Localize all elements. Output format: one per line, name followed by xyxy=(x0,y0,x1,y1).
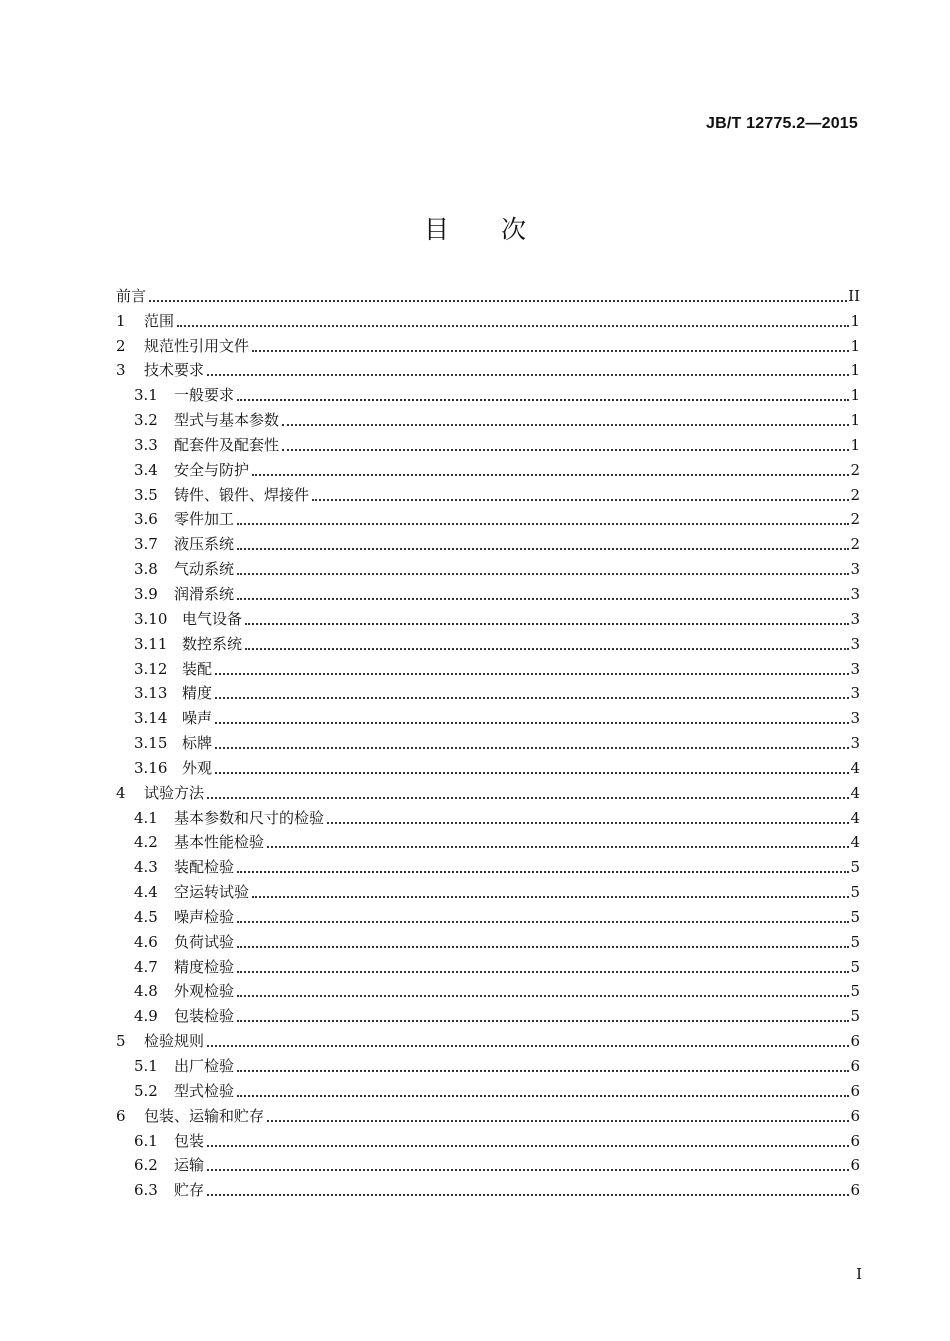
dot-leader xyxy=(237,399,849,401)
toc-entry-number: 3.13 xyxy=(134,684,168,703)
standard-code: JB/T 12775.2—2015 xyxy=(706,115,858,132)
toc-entry-number: 3.16 xyxy=(134,758,168,777)
dot-leader xyxy=(282,449,849,451)
toc-entry-page: II xyxy=(848,286,860,305)
toc-entry-page: 5 xyxy=(850,932,860,951)
toc-entry[interactable] xyxy=(116,802,860,827)
dot-leader xyxy=(237,598,849,600)
toc-entry-label: 规范性引用文件 xyxy=(144,336,250,355)
toc-entry[interactable] xyxy=(116,777,860,802)
toc-entry-label: 负荷试验 xyxy=(174,932,235,951)
toc-entry-number: 3.3 xyxy=(134,435,158,454)
toc-entry-label: 贮存 xyxy=(174,1181,205,1200)
toc-entry-page: 1 xyxy=(850,311,860,330)
page-title xyxy=(0,210,950,246)
toc-entry-label: 噪声 xyxy=(182,709,213,728)
toc-entry-number: 3.4 xyxy=(134,460,158,479)
toc-entry[interactable] xyxy=(116,827,860,852)
dot-leader xyxy=(207,1145,849,1147)
toc-entry-number: 4 xyxy=(116,783,126,802)
toc-entry[interactable] xyxy=(116,628,860,653)
toc-entry-label: 技术要求 xyxy=(144,361,205,380)
toc-entry-label: 标牌 xyxy=(182,734,213,753)
toc-entry-page: 2 xyxy=(850,535,860,554)
toc-entry[interactable] xyxy=(116,479,860,504)
toc-entry-label: 气动系统 xyxy=(174,560,235,579)
toc-entry-page: 2 xyxy=(850,510,860,529)
toc-entry-label: 一般要求 xyxy=(174,386,235,405)
toc-entry[interactable] xyxy=(116,1100,860,1125)
toc-entry[interactable] xyxy=(116,1125,860,1150)
dot-leader xyxy=(237,573,849,575)
toc-entry[interactable] xyxy=(116,578,860,603)
dot-leader xyxy=(237,1020,849,1022)
dot-leader xyxy=(207,374,849,376)
dot-leader xyxy=(207,797,849,799)
dot-leader xyxy=(215,673,849,675)
toc-entry-page: 3 xyxy=(850,684,860,703)
toc-entry[interactable] xyxy=(116,1025,860,1050)
toc-entry-number: 4.3 xyxy=(134,858,158,877)
dot-leader xyxy=(237,946,849,948)
dot-leader xyxy=(245,623,849,625)
toc-entry-label: 试验方法 xyxy=(144,783,205,802)
toc-entry-page: 3 xyxy=(850,734,860,753)
toc-entry-page: 3 xyxy=(850,659,860,678)
toc-entry-number: 3.8 xyxy=(134,560,158,579)
toc-entry-page: 5 xyxy=(850,858,860,877)
toc-entry-label: 液压系统 xyxy=(174,535,235,554)
toc-entry[interactable] xyxy=(116,404,860,429)
toc-entry-page: 6 xyxy=(850,1131,860,1150)
dot-leader xyxy=(237,523,849,525)
toc-entry[interactable] xyxy=(116,976,860,1001)
toc-entry[interactable] xyxy=(116,876,860,901)
toc-entry-page: 4 xyxy=(850,833,860,852)
toc-entry[interactable] xyxy=(116,702,860,727)
dot-leader xyxy=(312,499,849,501)
toc-entry-number: 3 xyxy=(116,361,126,380)
toc-entry[interactable] xyxy=(116,1000,860,1025)
toc-entry-label: 基本参数和尺寸的检验 xyxy=(174,808,325,827)
dot-leader xyxy=(149,300,847,302)
toc-entry-page: 1 xyxy=(850,336,860,355)
toc-entry-page: 5 xyxy=(850,907,860,926)
toc-entry-label: 安全与防护 xyxy=(174,460,250,479)
toc-entry-number: 3.7 xyxy=(134,535,158,554)
toc-entry[interactable] xyxy=(116,280,860,305)
toc-entry-page: 4 xyxy=(850,783,860,802)
dot-leader xyxy=(267,846,849,848)
toc-entry-page: 6 xyxy=(850,1081,860,1100)
toc-entry-label: 精度 xyxy=(182,684,213,703)
toc-entry-page: 6 xyxy=(850,1057,860,1075)
toc-entry-page: 6 xyxy=(850,1156,860,1175)
toc-entry[interactable] xyxy=(116,355,860,380)
toc-entry-label: 包装 xyxy=(174,1131,205,1150)
toc-entry[interactable] xyxy=(116,951,860,976)
toc-entry[interactable] xyxy=(116,454,860,479)
toc-entry-label: 前言 xyxy=(116,286,147,305)
dot-leader xyxy=(215,747,849,749)
dot-leader xyxy=(237,921,849,923)
toc-entry[interactable] xyxy=(116,926,860,951)
toc-entry-page: 3 xyxy=(850,709,860,728)
toc-entry[interactable] xyxy=(116,1150,860,1175)
toc-entry[interactable] xyxy=(116,653,860,678)
toc-entry-number: 3.14 xyxy=(134,709,168,728)
toc-entry-number: 4.4 xyxy=(134,883,158,902)
toc-entry-page: 5 xyxy=(850,1007,860,1026)
toc-entry-page: 4 xyxy=(850,758,860,777)
dot-leader xyxy=(252,350,849,352)
toc-entry-label: 空运转试验 xyxy=(174,883,250,902)
toc-entry-number: 6.2 xyxy=(134,1156,158,1175)
toc-entry-number: 2 xyxy=(116,336,126,355)
toc-entry-label: 基本性能检验 xyxy=(174,833,265,852)
toc-entry-label: 运输 xyxy=(174,1156,205,1175)
toc-entry-number: 3.12 xyxy=(134,659,168,678)
dot-leader xyxy=(237,1070,849,1072)
toc-entry-page: 1 xyxy=(850,411,860,430)
dot-leader xyxy=(177,325,849,327)
dot-leader xyxy=(237,971,849,973)
toc-entry-number: 3.15 xyxy=(134,734,168,753)
toc-entry-page: 1 xyxy=(850,386,860,405)
toc-entry-page: 6 xyxy=(850,1032,860,1051)
toc-entry-page: 3 xyxy=(850,634,860,653)
toc-entry-label: 电气设备 xyxy=(182,609,243,628)
dot-leader xyxy=(237,548,849,550)
toc-entry-number: 4.5 xyxy=(134,907,158,926)
toc-entry-number: 6.3 xyxy=(134,1181,158,1200)
dot-leader xyxy=(215,772,849,774)
dot-leader xyxy=(282,424,849,426)
toc-entry-number: 4.9 xyxy=(134,1007,158,1026)
toc-entry-number: 3.6 xyxy=(134,510,158,529)
toc-entry[interactable] xyxy=(116,1075,860,1100)
toc-entry-page: 3 xyxy=(850,584,860,603)
toc-entry-label: 装配 xyxy=(182,659,213,678)
toc-entry-number: 5 xyxy=(116,1032,126,1051)
toc-entry-label: 检验规则 xyxy=(144,1032,205,1051)
toc-entry[interactable] xyxy=(116,330,860,355)
toc-entry-label: 润滑系统 xyxy=(174,584,235,603)
toc-entry-label: 外观检验 xyxy=(174,982,235,1001)
toc-entry[interactable] xyxy=(116,727,860,752)
title-char-2: 次 xyxy=(501,215,527,244)
page-folio: I xyxy=(856,1265,862,1283)
toc-entry-label: 范围 xyxy=(144,311,175,330)
toc-entry-number: 1 xyxy=(116,311,126,330)
toc-entry-number: 5.1 xyxy=(134,1057,158,1075)
toc-entry-label: 数控系统 xyxy=(182,634,243,653)
toc-entry-number: 4.6 xyxy=(134,932,158,951)
toc-entry-page: 5 xyxy=(850,957,860,976)
toc-entry-number: 6 xyxy=(116,1106,126,1125)
toc-entry-label: 噪声检验 xyxy=(174,907,235,926)
dot-leader xyxy=(237,871,849,873)
dot-leader xyxy=(207,1045,849,1047)
toc-entry-label: 包装、运输和贮存 xyxy=(144,1106,265,1125)
toc-entry-number: 3.2 xyxy=(134,411,158,430)
dot-leader xyxy=(237,995,849,997)
toc-entry[interactable] xyxy=(116,553,860,578)
toc-entry-number: 4.8 xyxy=(134,982,158,1001)
toc-entry[interactable] xyxy=(116,528,860,553)
toc-entry-label: 型式与基本参数 xyxy=(174,411,280,430)
dot-leader xyxy=(237,1095,849,1097)
dot-leader xyxy=(245,648,849,650)
toc-entry-label: 装配检验 xyxy=(174,858,235,877)
toc-entry-label: 配套件及配套性 xyxy=(174,435,280,454)
dot-leader xyxy=(252,474,849,476)
toc-entry-number: 3.1 xyxy=(134,386,158,405)
toc-entry-number: 3.10 xyxy=(134,609,168,628)
toc-entry[interactable] xyxy=(116,752,860,777)
toc-entry-page: 5 xyxy=(850,982,860,1001)
toc-entry-label: 型式检验 xyxy=(174,1081,235,1100)
dot-leader xyxy=(215,697,849,699)
toc-entry-number: 5.2 xyxy=(134,1081,158,1100)
toc-entry-page: 5 xyxy=(850,883,860,902)
toc-entry-label: 精度检验 xyxy=(174,957,235,976)
toc-entry-page: 6 xyxy=(850,1181,860,1200)
toc-entry[interactable] xyxy=(116,678,860,703)
toc-entry-number: 3.5 xyxy=(134,485,158,504)
toc-entry[interactable] xyxy=(116,305,860,330)
toc-entry-page: 1 xyxy=(850,361,860,380)
toc-entry-number: 4.7 xyxy=(134,957,158,976)
toc-entry-number: 6.1 xyxy=(134,1131,158,1150)
toc-entry-number: 4.2 xyxy=(134,833,158,852)
dot-leader xyxy=(252,896,849,898)
toc-entry[interactable] xyxy=(116,379,860,404)
table-of-contents xyxy=(116,280,860,1199)
toc-entry[interactable] xyxy=(116,429,860,454)
toc-entry-label: 外观 xyxy=(182,758,213,777)
toc-entry-page: 2 xyxy=(850,485,860,504)
toc-entry-label: 出厂检验 xyxy=(174,1057,235,1075)
toc-entry-number: 3.11 xyxy=(134,634,168,653)
toc-entry-page: 3 xyxy=(850,560,860,579)
toc-entry-page: 4 xyxy=(850,808,860,827)
toc-entry-label: 铸件、锻件、焊接件 xyxy=(174,485,310,504)
toc-entry[interactable] xyxy=(116,901,860,926)
toc-entry-page: 3 xyxy=(850,609,860,628)
toc-entry-page: 1 xyxy=(850,435,860,454)
dot-leader xyxy=(267,1120,849,1122)
toc-entry-page: 2 xyxy=(850,460,860,479)
toc-entry-label: 包装检验 xyxy=(174,1007,235,1026)
toc-entry-page: 6 xyxy=(850,1106,860,1125)
toc-entry[interactable] xyxy=(116,603,860,628)
dot-leader xyxy=(207,1194,849,1196)
toc-entry[interactable] xyxy=(116,504,860,529)
toc-entry[interactable] xyxy=(116,851,860,876)
toc-entry[interactable] xyxy=(116,1050,860,1075)
toc-entry[interactable] xyxy=(116,1174,860,1199)
toc-entry-number: 3.9 xyxy=(134,584,158,603)
toc-entry-number: 4.1 xyxy=(134,808,158,827)
dot-leader xyxy=(327,822,849,824)
toc-entry-label: 零件加工 xyxy=(174,510,235,529)
dot-leader xyxy=(207,1169,849,1171)
dot-leader xyxy=(215,722,849,724)
title-char-1: 目 xyxy=(423,215,449,244)
